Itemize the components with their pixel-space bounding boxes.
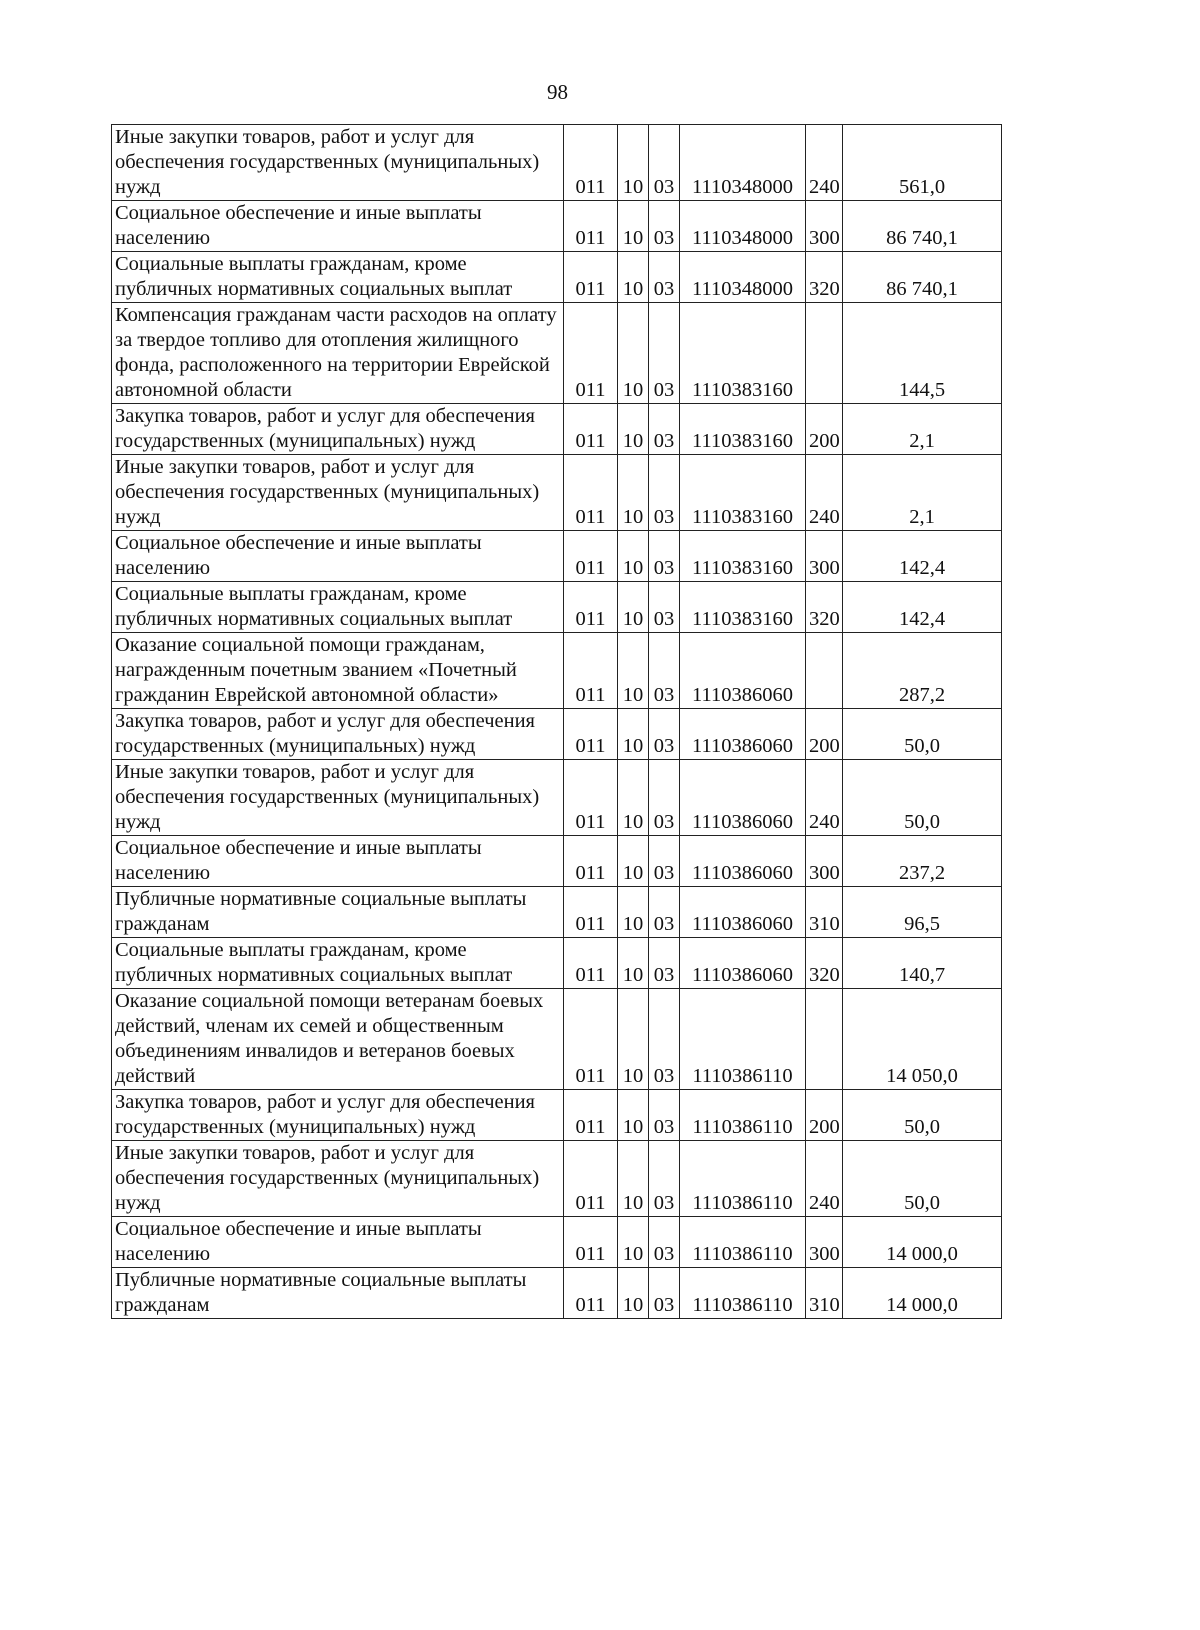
row-subsection: 03 [649, 938, 680, 989]
row-subsection: 03 [649, 836, 680, 887]
budget-table-body [112, 125, 1002, 1319]
row-name: Иные закупки товаров, работ и услуг для обеспечения государственных (муниципальных) нужд [112, 1141, 564, 1217]
row-subsection: 03 [649, 1268, 680, 1319]
table-row [112, 633, 1002, 709]
row-subsection: 03 [649, 633, 680, 709]
row-vr: 240 [806, 455, 843, 531]
row-csr: 1110386110 [680, 1217, 806, 1268]
row-admin: 011 [564, 1141, 618, 1217]
row-vr: 300 [806, 531, 843, 582]
table-row [112, 582, 1002, 633]
row-section: 10 [618, 989, 649, 1090]
table-row [112, 1217, 1002, 1268]
row-section: 10 [618, 252, 649, 303]
row-subsection: 03 [649, 582, 680, 633]
row-csr: 1110383160 [680, 303, 806, 404]
row-sum: 144,5 [843, 303, 1002, 404]
row-section: 10 [618, 1268, 649, 1319]
row-sum: 50,0 [843, 760, 1002, 836]
row-name: Иные закупки товаров, работ и услуг для обеспечения государственных (муниципальных) нужд [112, 455, 564, 531]
row-sum: 142,4 [843, 531, 1002, 582]
row-csr: 1110383160 [680, 404, 806, 455]
table-row [112, 404, 1002, 455]
row-subsection: 03 [649, 201, 680, 252]
row-admin: 011 [564, 531, 618, 582]
table-row [112, 938, 1002, 989]
row-vr: 240 [806, 1141, 843, 1217]
table-row [112, 201, 1002, 252]
table-row [112, 303, 1002, 404]
table-row [112, 709, 1002, 760]
row-admin: 011 [564, 1268, 618, 1319]
row-admin: 011 [564, 303, 618, 404]
row-name: Социальное обеспечение и иные выплаты населению [112, 836, 564, 887]
row-csr: 1110386060 [680, 709, 806, 760]
row-name: Закупка товаров, работ и услуг для обеспечения государственных (муниципальных) нужд [112, 709, 564, 760]
row-admin: 011 [564, 125, 618, 201]
row-vr: 300 [806, 836, 843, 887]
row-sum: 287,2 [843, 633, 1002, 709]
row-name: Закупка товаров, работ и услуг для обеспечения государственных (муниципальных) нужд [112, 404, 564, 455]
table-row [112, 760, 1002, 836]
row-section: 10 [618, 633, 649, 709]
row-name: Публичные нормативные социальные выплаты гражданам [112, 887, 564, 938]
row-section: 10 [618, 404, 649, 455]
row-name: Социальные выплаты гражданам, кроме публичных нормативных социальных выплат [112, 582, 564, 633]
table-row [112, 1268, 1002, 1319]
row-csr: 1110386110 [680, 1090, 806, 1141]
row-admin: 011 [564, 887, 618, 938]
row-section: 10 [618, 887, 649, 938]
row-admin: 011 [564, 582, 618, 633]
row-csr: 1110386060 [680, 760, 806, 836]
row-section: 10 [618, 836, 649, 887]
row-section: 10 [618, 201, 649, 252]
row-sum: 142,4 [843, 582, 1002, 633]
row-subsection: 03 [649, 252, 680, 303]
row-subsection: 03 [649, 1217, 680, 1268]
row-vr [806, 633, 843, 709]
row-sum: 86 740,1 [843, 201, 1002, 252]
row-section: 10 [618, 760, 649, 836]
row-name: Социальные выплаты гражданам, кроме публичных нормативных социальных выплат [112, 252, 564, 303]
row-name: Социальное обеспечение и иные выплаты населению [112, 531, 564, 582]
table-row [112, 455, 1002, 531]
row-subsection: 03 [649, 1141, 680, 1217]
row-csr: 1110386060 [680, 938, 806, 989]
row-name: Публичные нормативные социальные выплаты гражданам [112, 1268, 564, 1319]
row-section: 10 [618, 1141, 649, 1217]
row-admin: 011 [564, 836, 618, 887]
row-csr: 1110386060 [680, 633, 806, 709]
row-admin: 011 [564, 938, 618, 989]
row-name: Социальное обеспечение и иные выплаты населению [112, 1217, 564, 1268]
row-csr: 1110383160 [680, 455, 806, 531]
table-row [112, 1141, 1002, 1217]
row-admin: 011 [564, 709, 618, 760]
row-subsection: 03 [649, 760, 680, 836]
row-subsection: 03 [649, 303, 680, 404]
row-admin: 011 [564, 633, 618, 709]
row-section: 10 [618, 1090, 649, 1141]
row-csr: 1110386060 [680, 836, 806, 887]
table-row [112, 531, 1002, 582]
row-admin: 011 [564, 989, 618, 1090]
row-vr: 320 [806, 938, 843, 989]
page-number: 98 [547, 80, 568, 104]
row-csr: 1110348000 [680, 201, 806, 252]
row-vr [806, 989, 843, 1090]
row-csr: 1110348000 [680, 125, 806, 201]
row-sum: 50,0 [843, 1090, 1002, 1141]
row-sum: 14 000,0 [843, 1217, 1002, 1268]
row-name: Оказание социальной помощи ветеранам боевых действий, членам их семей и общественным объединениям инвалидов и ветеранов боевых действий [112, 989, 564, 1090]
row-section: 10 [618, 938, 649, 989]
row-csr: 1110383160 [680, 531, 806, 582]
table-row [112, 887, 1002, 938]
row-subsection: 03 [649, 989, 680, 1090]
row-sum: 561,0 [843, 125, 1002, 201]
row-name: Иные закупки товаров, работ и услуг для обеспечения государственных (муниципальных) нужд [112, 760, 564, 836]
row-subsection: 03 [649, 404, 680, 455]
row-admin: 011 [564, 252, 618, 303]
row-vr: 240 [806, 125, 843, 201]
row-admin: 011 [564, 201, 618, 252]
table-row [112, 989, 1002, 1090]
row-name: Иные закупки товаров, работ и услуг для обеспечения государственных (муниципальных) нужд [112, 125, 564, 201]
row-sum: 96,5 [843, 887, 1002, 938]
table-row [112, 836, 1002, 887]
table-row [112, 125, 1002, 201]
row-name: Компенсация гражданам части расходов на оплату за твердое топливо для отопления жилищного фонда, расположенного на территории Еврейской автономной области [112, 303, 564, 404]
row-admin: 011 [564, 1217, 618, 1268]
row-name: Оказание социальной помощи гражданам, награжденным почетным званием «Почетный гражданин Еврейской автономной области» [112, 633, 564, 709]
row-vr: 200 [806, 404, 843, 455]
row-section: 10 [618, 709, 649, 760]
budget-table [111, 124, 1002, 1319]
row-name: Социальное обеспечение и иные выплаты населению [112, 201, 564, 252]
row-vr: 320 [806, 582, 843, 633]
row-name: Социальные выплаты гражданам, кроме публичных нормативных социальных выплат [112, 938, 564, 989]
row-admin: 011 [564, 760, 618, 836]
row-csr: 1110386110 [680, 1268, 806, 1319]
row-vr: 320 [806, 252, 843, 303]
row-sum: 86 740,1 [843, 252, 1002, 303]
row-subsection: 03 [649, 887, 680, 938]
row-section: 10 [618, 582, 649, 633]
row-vr: 240 [806, 760, 843, 836]
row-admin: 011 [564, 404, 618, 455]
row-section: 10 [618, 455, 649, 531]
table-row [112, 1090, 1002, 1141]
row-vr: 300 [806, 1217, 843, 1268]
row-sum: 14 000,0 [843, 1268, 1002, 1319]
row-name: Закупка товаров, работ и услуг для обеспечения государственных (муниципальных) нужд [112, 1090, 564, 1141]
row-csr: 1110386060 [680, 887, 806, 938]
row-sum: 237,2 [843, 836, 1002, 887]
row-section: 10 [618, 125, 649, 201]
row-subsection: 03 [649, 125, 680, 201]
row-csr: 1110386110 [680, 1141, 806, 1217]
row-csr: 1110383160 [680, 582, 806, 633]
table-row [112, 252, 1002, 303]
row-sum: 2,1 [843, 455, 1002, 531]
row-section: 10 [618, 531, 649, 582]
row-subsection: 03 [649, 455, 680, 531]
row-sum: 2,1 [843, 404, 1002, 455]
row-vr: 200 [806, 709, 843, 760]
row-admin: 011 [564, 1090, 618, 1141]
row-sum: 50,0 [843, 1141, 1002, 1217]
row-subsection: 03 [649, 709, 680, 760]
row-vr [806, 303, 843, 404]
row-csr: 1110386110 [680, 989, 806, 1090]
row-vr: 310 [806, 887, 843, 938]
row-admin: 011 [564, 455, 618, 531]
row-vr: 300 [806, 201, 843, 252]
row-section: 10 [618, 303, 649, 404]
row-sum: 14 050,0 [843, 989, 1002, 1090]
row-vr: 310 [806, 1268, 843, 1319]
row-subsection: 03 [649, 531, 680, 582]
row-section: 10 [618, 1217, 649, 1268]
row-sum: 140,7 [843, 938, 1002, 989]
row-vr: 200 [806, 1090, 843, 1141]
row-sum: 50,0 [843, 709, 1002, 760]
row-subsection: 03 [649, 1090, 680, 1141]
row-csr: 1110348000 [680, 252, 806, 303]
